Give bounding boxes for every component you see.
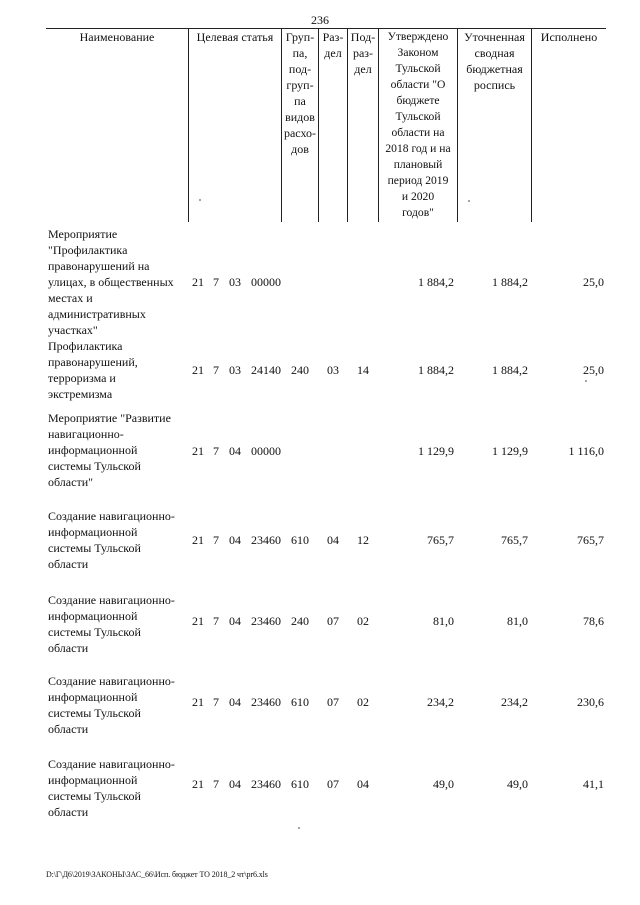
refined-value: 234,2 [501,695,528,709]
code-event: 04 [229,777,241,791]
code-program: 21 [192,614,204,628]
section-value: 03 [327,363,339,377]
file-path-footer: D:\Г\Д6\2019\ЗАКОНЫ\ЗАС_66\Исп. бюджет ТО 2018_2 чт\pr6.xls [46,870,268,879]
approved-value: 81,0 [433,614,454,628]
code-subprogram: 7 [213,275,219,289]
code-subprogram: 7 [213,695,219,709]
code-direction: 23460 [251,614,281,628]
code-event: 04 [229,533,241,547]
header-divider [531,28,532,222]
subsection-value: 02 [357,614,369,628]
code-subprogram: 7 [213,614,219,628]
approved-value: 1 129,9 [418,444,454,458]
subsection-value: 04 [357,777,369,791]
refined-value: 1 129,9 [492,444,528,458]
scan-speck [199,199,201,201]
row-name: Создание навигационно- информационной системы Тульской области [48,757,175,819]
approved-value: 1 884,2 [418,275,454,289]
section-value: 07 [327,614,339,628]
subsection-value: 14 [357,363,369,377]
header-subsection: Под- раз- дел [350,30,376,76]
refined-value: 1 884,2 [492,275,528,289]
page-number: 236 [311,13,329,27]
refined-value: 1 884,2 [492,363,528,377]
row-name: Профилактика правонарушений, терроризма и экстремизма [48,339,138,401]
code-program: 21 [192,275,204,289]
code-subprogram: 7 [213,363,219,377]
approved-value: 234,2 [427,695,454,709]
expense-group-value: 610 [291,777,309,791]
code-subprogram: 7 [213,444,219,458]
code-program: 21 [192,777,204,791]
executed-value: 1 116,0 [568,444,604,458]
expense-group-value: 610 [291,533,309,547]
code-program: 21 [192,363,204,377]
section-value: 07 [327,777,339,791]
executed-value: 41,1 [583,777,604,791]
code-direction: 00000 [251,275,281,289]
code-direction: 23460 [251,695,281,709]
expense-group-value: 240 [291,614,309,628]
row-name: Мероприятие "Профилактика правонарушений на улицах, в общественных местах и административных участках" [48,227,174,337]
refined-value: 765,7 [501,533,528,547]
scan-speck [298,827,300,829]
code-program: 21 [192,695,204,709]
executed-value: 25,0 [583,363,604,377]
code-event: 04 [229,614,241,628]
code-subprogram: 7 [213,533,219,547]
scan-speck [585,380,587,382]
subsection-value: 12 [357,533,369,547]
executed-value: 25,0 [583,275,604,289]
code-subprogram: 7 [213,777,219,791]
header-section: Раз- дел [322,30,344,60]
header-divider [188,28,189,222]
row-name: Создание навигационно- информационной системы Тульской области [48,674,175,736]
code-program: 21 [192,533,204,547]
expense-group-value: 240 [291,363,309,377]
approved-value: 1 884,2 [418,363,454,377]
row-name: Создание навигационно- информационной системы Тульской области [48,593,175,655]
header-executed: Исполнено [540,30,598,44]
executed-value: 78,6 [583,614,604,628]
code-event: 03 [229,275,241,289]
header-refined: Уточненная сводная бюджетная роспись [464,30,525,92]
executed-value: 230,6 [577,695,604,709]
code-program: 21 [192,444,204,458]
approved-value: 49,0 [433,777,454,791]
expense-group-value: 610 [291,695,309,709]
refined-value: 49,0 [507,777,528,791]
header-expense-group: Груп- па, под- груп- па видов расхо- дов [283,30,317,156]
code-event: 03 [229,363,241,377]
code-event: 04 [229,695,241,709]
executed-value: 765,7 [577,533,604,547]
row-name: Создание навигационно- информационной системы Тульской области [48,509,175,571]
section-value: 04 [327,533,339,547]
subsection-value: 02 [357,695,369,709]
approved-value: 765,7 [427,533,454,547]
header-approved: Утверждено Законом Тульской области "О бюджете Тульской области на 2018 год и на плановый период 2019 и 2020 годов" [385,30,451,219]
refined-value: 81,0 [507,614,528,628]
code-direction: 24140 [251,363,281,377]
code-direction: 23460 [251,777,281,791]
code-event: 04 [229,444,241,458]
code-direction: 23460 [251,533,281,547]
header-name: Наименование [79,30,155,44]
row-name: Мероприятие "Развитие навигационно- информационной системы Тульской области" [48,411,171,489]
scan-speck [468,200,470,202]
code-direction: 00000 [251,444,281,458]
section-value: 07 [327,695,339,709]
header-target-article: Целевая статья [196,30,274,44]
